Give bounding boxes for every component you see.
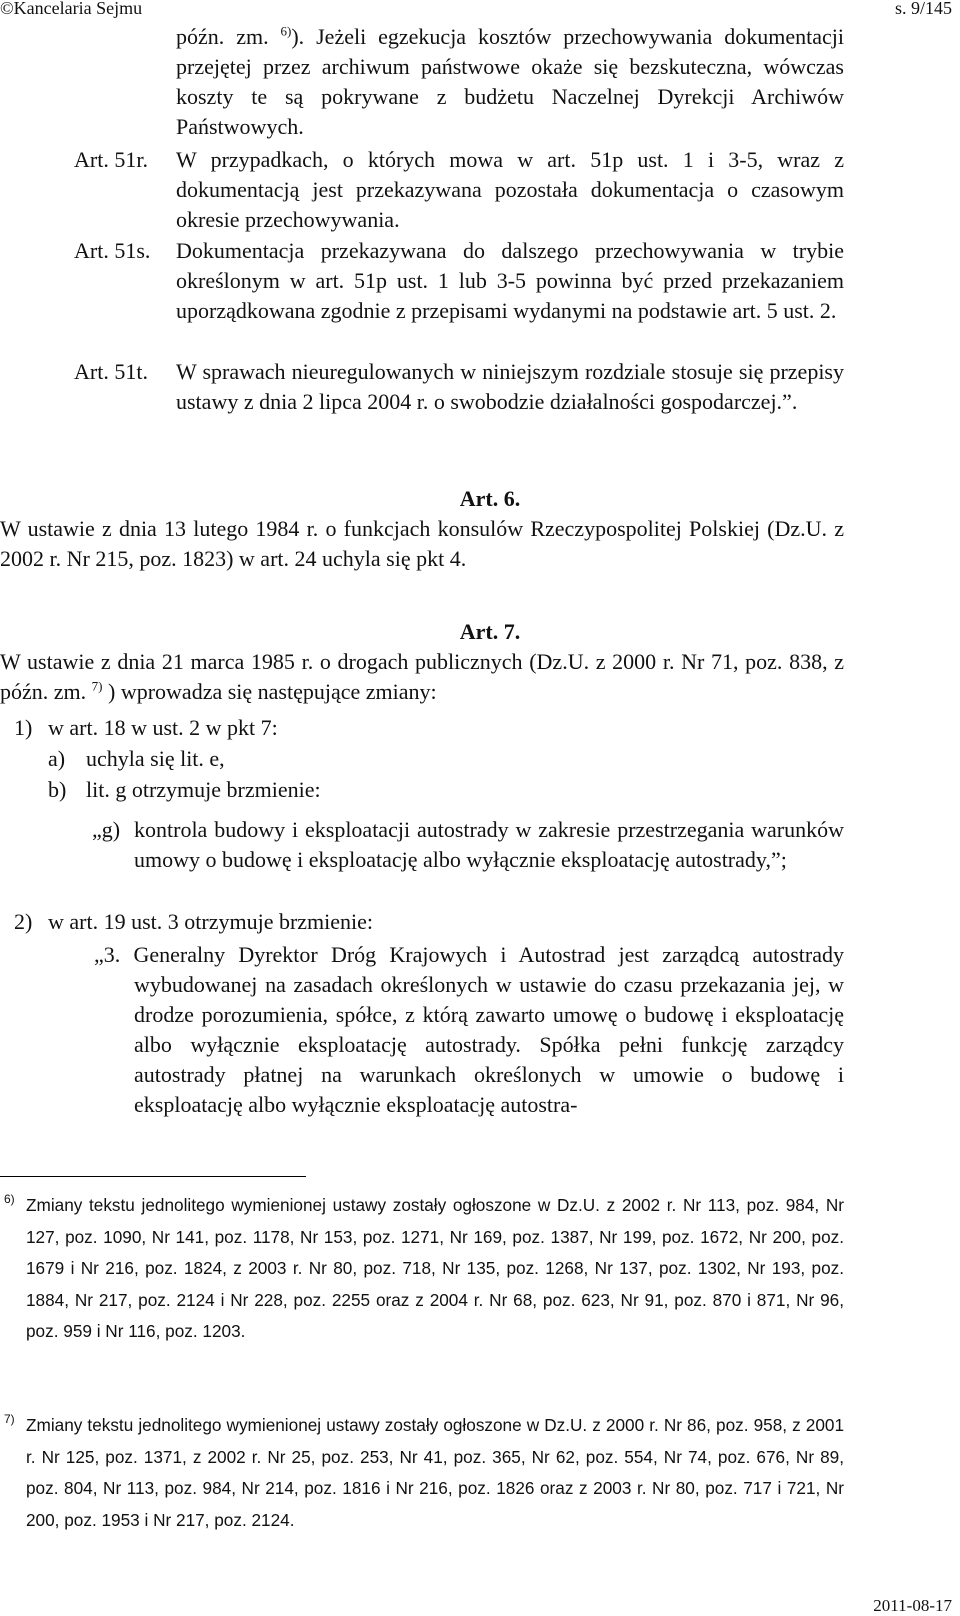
footnote-7 bbox=[4, 1410, 844, 1536]
footnote-ref-7: 7) bbox=[91, 678, 103, 694]
item-1-text: w art. 18 w ust. 2 w pkt 7: bbox=[48, 715, 278, 740]
article-51s-label: Art. 51s. bbox=[74, 238, 151, 263]
footnote-6 bbox=[4, 1190, 844, 1348]
article-51t bbox=[74, 357, 844, 417]
footnote-7-text: Zmiany tekstu jednolitego wymienionej ustawy zostały ogłoszone w Dz.U. z 2000 r. Nr 86, poz. 958, z 2001 r. Nr 125, poz. 1371, z 2002 r. Nr 25, poz. 253, Nr 41, poz. 365, Nr 62, poz. 554, Nr 74, poz. 676, Nr 89, poz. 804, Nr 113, poz. 984, Nr 214, poz. 1816 i Nr 216, poz. 1826 oraz z 2003 r. Nr 80, poz. 717 i 721, Nr 200, poz. 1953 i Nr 217, poz. 2124. bbox=[26, 1415, 844, 1530]
article-6-text: W ustawie z dnia 13 lutego 1984 r. o funkcjach konsulów Rzeczypospolitej Polskiej (Dz.U. z 2002 r. Nr 215, poz. 1823) w art. 24 uchyla się pkt 4. bbox=[0, 516, 844, 571]
article-51r-label: Art. 51r. bbox=[74, 147, 148, 172]
footnote-7-mark: 7) bbox=[4, 1412, 15, 1426]
article-51s bbox=[74, 236, 844, 326]
item-1a-letter: a) bbox=[48, 746, 66, 771]
continuation-text: ). Jeżeli egzekucja kosztów przechowywania dokumentacji przejętej przez archiwum państwowe okaże się bezskuteczna, wówczas koszty te są pokrywane z budżetu Naczelnej Dyrekcji Archiwów Państwowych. bbox=[176, 24, 844, 139]
item-1a-text: uchyla się lit. e, bbox=[86, 746, 225, 771]
footer-date: 2011-08-17 bbox=[873, 1596, 952, 1615]
item-2-text: w art. 19 ust. 3 otrzymuje brzmienie: bbox=[48, 909, 374, 934]
quote-g-label: „g) bbox=[92, 817, 121, 842]
header-source: ©Kancelaria Sejmu bbox=[0, 0, 143, 18]
footnote-separator bbox=[0, 1176, 306, 1177]
article-51r bbox=[74, 145, 844, 235]
article-51t-text: W sprawach nieuregulowanych w niniejszym rozdziale stosuje się przepisy ustawy z dnia 2 lipca 2004 r. o swobodzie działalności gospodarczej.”. bbox=[176, 359, 844, 414]
footnote-6-text: Zmiany tekstu jednolitego wymienionej ustawy zostały ogłoszone w Dz.U. z 2002 r. Nr 113, poz. 984, Nr 127, poz. 1090, Nr 141, poz. 1178, Nr 153, poz. 1271, Nr 169, poz. 1387, Nr 199, poz. 1672, Nr 200, poz. 1679 i Nr 216, poz. 1824, z 2003 r. Nr 80, poz. 718, Nr 135, poz. 1268, Nr 137, poz. 1302, Nr 193, poz. 1884, Nr 217, poz. 2124 i Nr 228, poz. 2255 oraz z 2004 r. Nr 68, poz. 623, Nr 91, poz. 870 i 871, Nr 96, poz. 959 i Nr 116, poz. 1203. bbox=[26, 1195, 844, 1341]
article-7-intro-lead: W ustawie z dnia 21 marca 1985 r. o drogach publicznych (Dz.U. z 2000 r. Nr 71, poz. 838, z późn. zm. bbox=[0, 649, 844, 704]
footnote-ref-6: 6) bbox=[280, 23, 292, 39]
article-7-intro bbox=[0, 647, 844, 707]
item-2-number: 2) bbox=[14, 909, 33, 934]
article-7-title: Art. 7. bbox=[459, 619, 521, 644]
article-51t-label: Art. 51t. bbox=[74, 359, 148, 384]
continuation-paragraph bbox=[176, 22, 844, 142]
item-1-number: 1) bbox=[14, 715, 33, 740]
quote-3-text: „3. Generalny Dyrektor Dróg Krajowych i Autostrad jest zarządcą autostrady wybudowanej na zasadach określonych w ustawie do czasu przekazania jej, w drodze porozumienia, spółce, z którą zawarto umowę o budowę i eksploatację albo wyłącznie eksploatację autostrady. Spółka pełni funkcję zarządcy autostrady płatnej na warunkach określonych w umowie o budowę i eksploatację albo wyłącznie eksploatację autostra- bbox=[94, 942, 844, 1117]
page-header bbox=[0, 0, 960, 24]
continuation-lead: późn. zm. bbox=[176, 24, 269, 49]
article-51r-text: W przypadkach, o których mowa w art. 51p ust. 1 i 3-5, wraz z dokumentacją jest przekazywana pozostała dokumentacja o czasowym okresie przechowywania. bbox=[176, 147, 844, 232]
footnote-6-mark: 6) bbox=[4, 1192, 15, 1206]
quote-g-text: kontrola budowy i eksploatacji autostrady w zakresie przestrzegania warunków umowy o budowę i eksploatację albo wyłącznie eksploatację autostrady,”; bbox=[134, 817, 844, 872]
article-7-intro-rest: ) wprowadza się następujące zmiany: bbox=[108, 679, 437, 704]
header-page-number: s. 9/145 bbox=[894, 0, 952, 18]
item-1b-text: lit. g otrzymuje brzmienie: bbox=[86, 777, 321, 802]
item-1b-letter: b) bbox=[48, 777, 67, 802]
article-6-title: Art. 6. bbox=[459, 486, 521, 511]
article-51s-text: Dokumentacja przekazywana do dalszego przechowywania w trybie określonym w art. 51p ust. 1 lub 3-5 powinna być przed przekazaniem uporządkowana zgodnie z przepisami wydanymi na podstawie art. 5 ust. 2. bbox=[176, 238, 844, 323]
